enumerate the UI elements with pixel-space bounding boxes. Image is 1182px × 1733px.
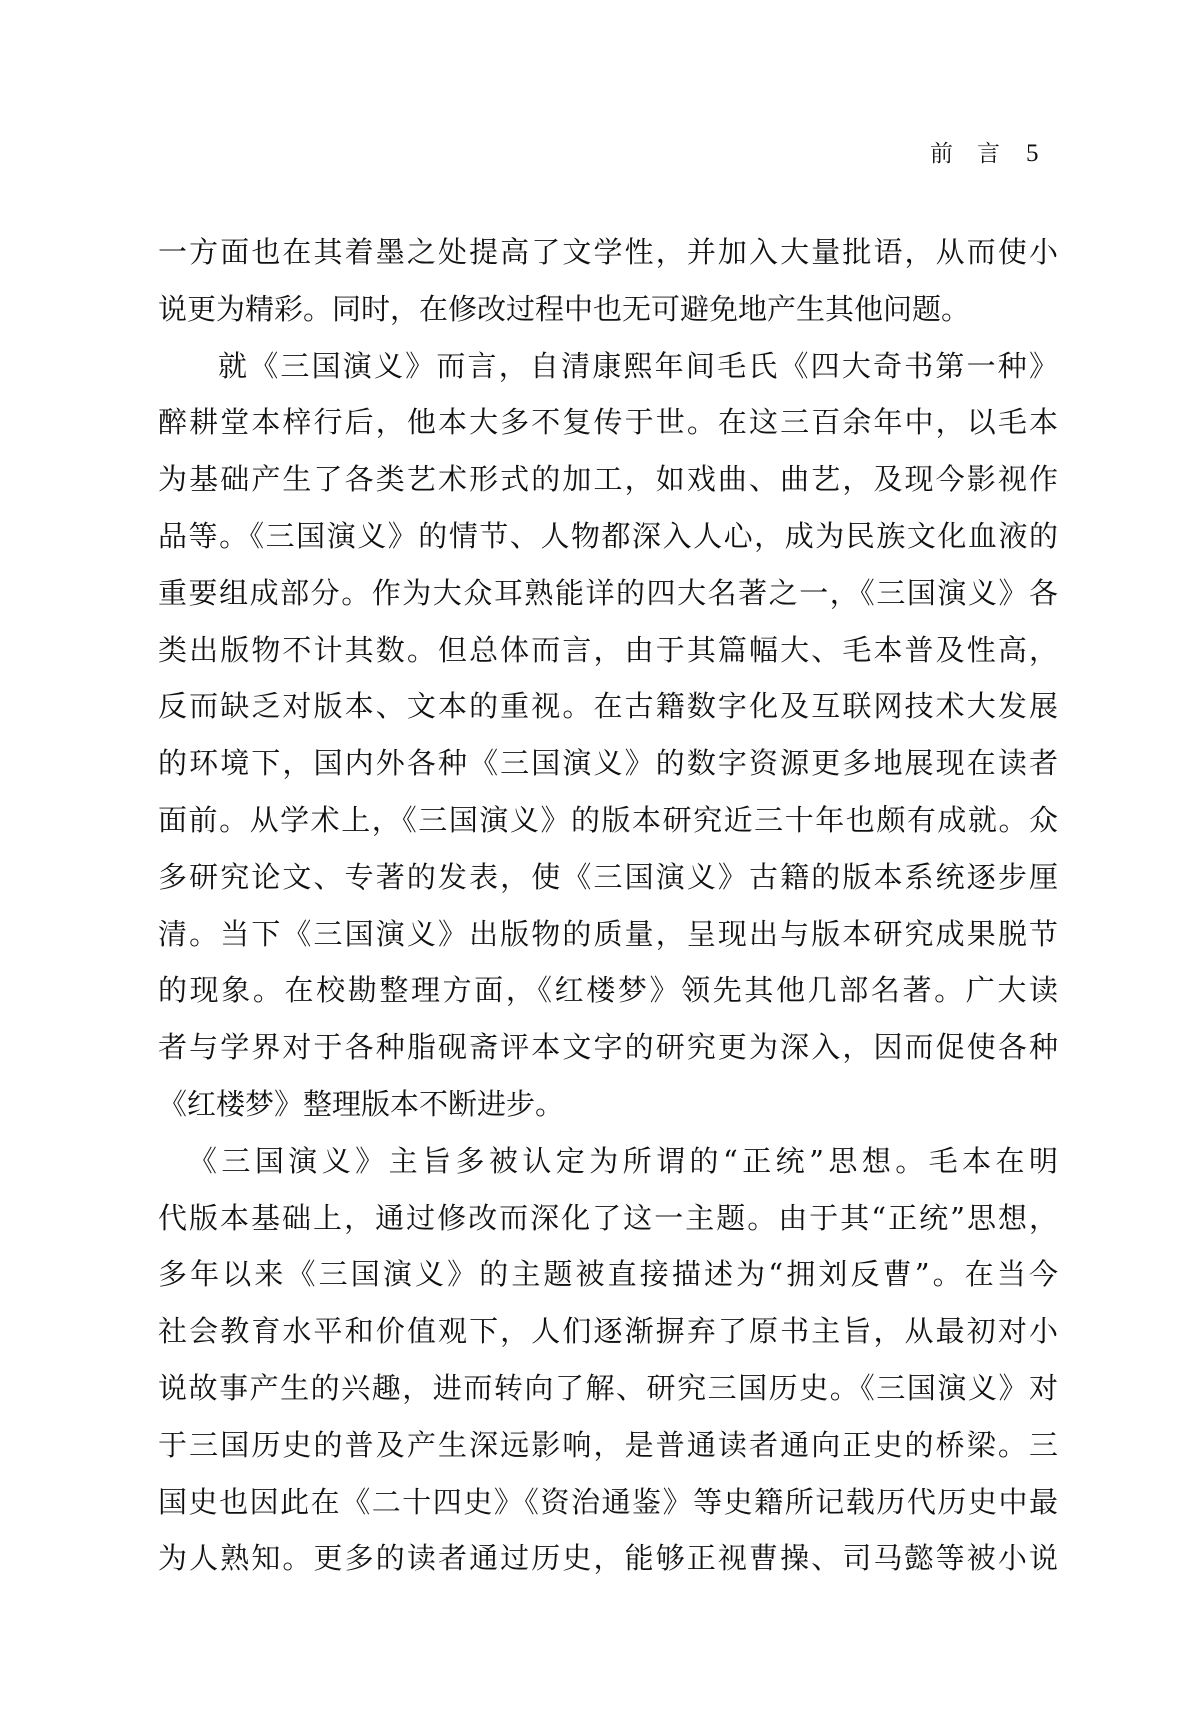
- text-line: 于三国历史的普及产生深远影响，是普通读者通向正史的桥梁。三: [158, 1427, 1058, 1462]
- paragraph-first-line: 就《三国演义》而言，自清康熙年间毛氏《四大奇书第一种》: [218, 348, 1058, 383]
- text-line: 《红楼梦》整理版本不断进步。: [158, 1086, 565, 1121]
- text-line: 说更为精彩。同时，在修改过程中也无可避免地产生其他问题。: [158, 291, 971, 326]
- text-line: 清。当下《三国演义》出版物的质量，呈现出与版本研究成果脱节: [158, 916, 1058, 951]
- paragraph-first-line: 《三国演义》主旨多被认定为所谓的“正统”思想。毛本在明: [188, 1143, 1058, 1178]
- text-line: 类出版物不计其数。但总体而言，由于其篇幅大、毛本普及性高，: [158, 632, 1058, 667]
- running-head: [930, 134, 1050, 174]
- text-line: 品等。《三国演义》的情节、人物都深入人心，成为民族文化血液的: [158, 518, 1058, 553]
- section-title: 前言: [930, 141, 1024, 167]
- text-line: 者与学界对于各种脂砚斋评本文字的研究更为深入，因而促使各种: [158, 1030, 1058, 1065]
- text-line: 社会教育水平和价值观下，人们逐渐摒弃了原书主旨，从最初对小: [158, 1314, 1058, 1349]
- text-line: 多年以来《三国演义》的主题被直接描述为“拥刘反曹”。在当今: [158, 1257, 1058, 1292]
- text-line: 代版本基础上，通过修改而深化了这一主题。由于其“正统”思想，: [158, 1200, 1058, 1235]
- text-line: 多研究论文、专著的发表，使《三国演义》古籍的版本系统逐步厘: [158, 859, 1058, 894]
- text-line: 说故事产生的兴趣，进而转向了解、研究三国历史。《三国演义》对: [158, 1370, 1058, 1405]
- page-number: 5: [1026, 140, 1039, 167]
- text-line: 面前。从学术上，《三国演义》的版本研究近三十年也颇有成就。众: [158, 802, 1058, 837]
- text-line: 为基础产生了各类艺术形式的加工，如戏曲、曲艺，及现今影视作: [158, 462, 1058, 497]
- text-line: 为人熟知。更多的读者通过历史，能够正视曹操、司马懿等被小说: [158, 1541, 1058, 1576]
- text-line: 的环境下，国内外各种《三国演义》的数字资源更多地展现在读者: [158, 746, 1058, 781]
- text-line: 反而缺乏对版本、文本的重视。在古籍数字化及互联网技术大发展: [158, 689, 1058, 724]
- text-line: 重要组成部分。作为大众耳熟能详的四大名著之一，《三国演义》各: [158, 575, 1058, 610]
- text-line: 的现象。在校勘整理方面，《红楼梦》领先其他几部名著。广大读: [158, 973, 1058, 1008]
- text-line: 醉耕堂本梓行后，他本大多不复传于世。在这三百余年中，以毛本: [158, 405, 1058, 440]
- body-text: [158, 224, 1058, 1587]
- text-line: 一方面也在其着墨之处提高了文学性，并加入大量批语，从而使小: [158, 235, 1058, 269]
- text-line: 国史也因此在《二十四史》《资治通鉴》等史籍所记载历代历史中最: [158, 1484, 1058, 1519]
